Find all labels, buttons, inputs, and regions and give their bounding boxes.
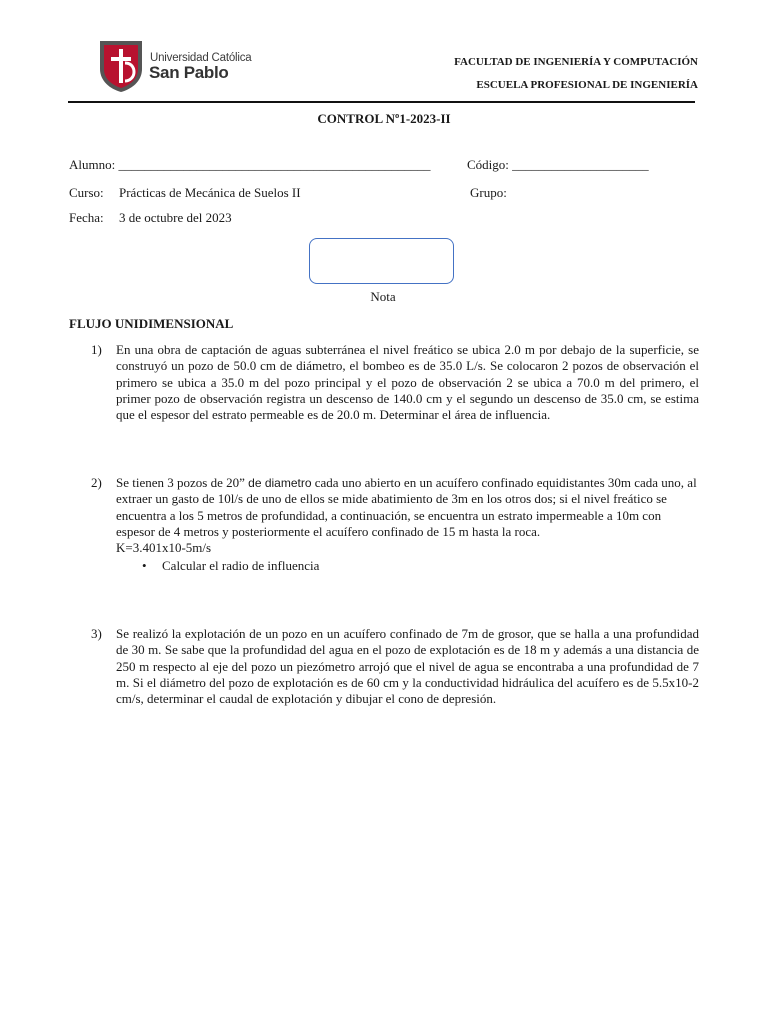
question-1 [69, 342, 699, 423]
nota-label: Nota [370, 289, 396, 304]
question-text-part-a: Se tienen 3 pozos de 20” [116, 475, 249, 490]
question-text-part-c: cada uno abierto en un acuífero confinado equidistantes 30m cada uno, al extraer un gasto de 10l/s de uno de ellos se mide abatimiento de 3m en los otros dos; si el nivel freático se encuentra a los 5 metros de profundidad, a continuación, se encuentra un estrato impermeable a 10m con espesor de 4 metros y posteriormente el acuífero confinado de 15 m hasta la roca. [116, 475, 697, 539]
header-divider [68, 101, 695, 103]
curso-label: Curso: [69, 185, 104, 200]
k-value: K=3.401x10-5m/s [116, 540, 212, 556]
exam-title: CONTROL Nº1-2023-II [317, 111, 451, 126]
question-number: 1) [91, 342, 102, 357]
faculty-name: FACULTAD DE INGENIERÍA Y COMPUTACIÓN [454, 56, 698, 68]
question-text-part-b: de diametro [248, 476, 312, 490]
shield-logo-icon [98, 39, 144, 93]
bullet-icon: • [142, 558, 147, 573]
curso-value: Prácticas de Mecánica de Suelos II [119, 185, 301, 200]
bullet-text: Calcular el radio de influencia [162, 558, 320, 573]
question-text: En una obra de captación de aguas subterránea el nivel freático se ubica 2.0 m por debajo de la superficie, se construyó un pozo de 50.0 cm de diámetro, el bombeo es de 35.0 L/s. Se colocaron 2 pozos de observación el primero se ubica a 35.0 m del pozo principal y el pozo de observación 2 se ubica a 70.0 m del primero, el primer pozo de observación registra un descenso de 140.0 cm y el segundo un descenso de 35.0 cm, se estima que el espesor del estrato permeable es de 20.0 m. Determinar el área de influencia. [116, 342, 699, 423]
grupo-field: Grupo: [470, 185, 507, 200]
logo-text-line1: Universidad Católica [150, 52, 252, 64]
question-2 [69, 475, 699, 556]
curso-row [69, 185, 301, 201]
section-title: FLUJO UNIDIMENSIONAL [69, 316, 234, 331]
question-text: Se realizó la explotación de un pozo en un acuífero confinado de 7m de grosor, que se halla a una profundidad de 30 m. Se sabe que la profundidad del agua en el pozo de explotación es de 18 m y además a una distancia de 250 m respecto al eje del pozo un piezómetro arrojó que el nivel de agua se encontraba a una profundidad de 7 m. Si el diámetro del pozo de explotación es de 60 cm y la conductividad hidráulica del acuífero es de 5.5x10-2 cm/s, determinar el caudal de explotación y dibujar el cono de depresión. [116, 626, 699, 707]
fecha-value: 3 de octubre del 2023 [119, 210, 232, 225]
university-logo [98, 39, 252, 95]
nota-box [309, 238, 454, 284]
question-number: 2) [91, 475, 102, 490]
fecha-row [69, 210, 232, 226]
alumno-field: Alumno: ________________________________________________ [69, 157, 431, 172]
logo-text-line2: San Pablo [149, 63, 229, 82]
codigo-field: Código: _____________________ [467, 157, 649, 172]
fecha-label: Fecha: [69, 210, 104, 225]
question-text [116, 475, 699, 556]
question-3 [69, 626, 699, 707]
school-name: ESCUELA PROFESIONAL DE INGENIERÍA [476, 79, 698, 91]
question-number: 3) [91, 626, 102, 641]
